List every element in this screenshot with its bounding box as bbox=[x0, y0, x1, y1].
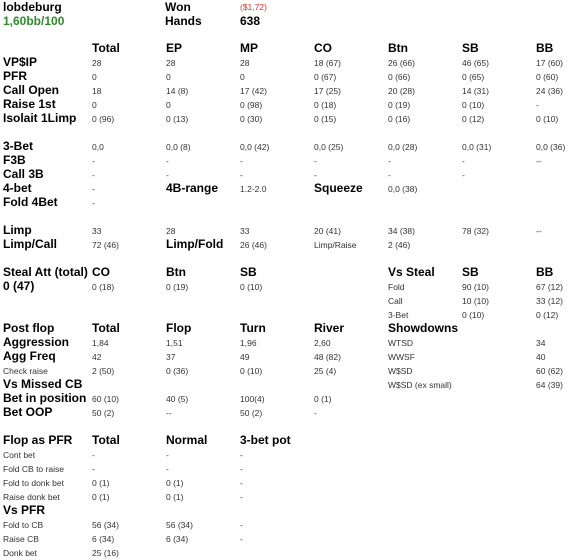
stat-value: 0 bbox=[240, 72, 245, 82]
stat-value: 60 (10) bbox=[92, 394, 119, 404]
row-label: Fold bbox=[388, 282, 405, 292]
row-label: Donk bet bbox=[3, 548, 38, 558]
hands-label: Hands bbox=[165, 14, 202, 28]
stat-value: 0 (60) bbox=[536, 72, 559, 82]
col-header: CO bbox=[314, 41, 332, 55]
stat-value: 0,0 (25) bbox=[314, 142, 344, 152]
stat-value: - bbox=[240, 520, 243, 530]
stat-value: 0 bbox=[166, 72, 171, 82]
col-header: 3-bet pot bbox=[240, 433, 291, 447]
stat-value: 0 (36) bbox=[166, 366, 189, 376]
stat-value: 0 (1) bbox=[166, 492, 184, 502]
stat-value: - bbox=[92, 170, 95, 180]
row-label: Limp bbox=[3, 223, 32, 237]
row-label: Check raise bbox=[3, 366, 48, 376]
stat-value: 0,0 (31) bbox=[462, 142, 492, 152]
stat-value: 33 bbox=[240, 226, 250, 236]
stat-value: - bbox=[240, 156, 243, 166]
stat-value: 33 bbox=[92, 226, 102, 236]
stat-value: 0 (18) bbox=[314, 100, 337, 110]
stat-value: 0,0 (42) bbox=[240, 142, 270, 152]
stat-value: - bbox=[462, 170, 465, 180]
row-label: Aggression bbox=[3, 335, 70, 349]
row-label: F3B bbox=[3, 153, 26, 167]
row-label: Bet in position bbox=[3, 391, 87, 405]
stat-value: 48 (82) bbox=[314, 352, 341, 362]
stat-value: 18 (67) bbox=[314, 58, 341, 68]
stat-value: 25 (4) bbox=[314, 366, 337, 376]
stat-value: 100(4) bbox=[240, 394, 265, 404]
stat-value: 28 bbox=[92, 58, 102, 68]
stat-value: 0 (18) bbox=[92, 282, 115, 292]
row-label: 4-bet bbox=[3, 181, 32, 195]
stat-value: 10 (10) bbox=[462, 296, 489, 306]
player-name: lobdeburg bbox=[3, 0, 62, 14]
stat-value: 0 (1) bbox=[166, 478, 184, 488]
stat-value: 0 (10) bbox=[536, 114, 559, 124]
stat-value: 50 (2) bbox=[92, 408, 115, 418]
col-header: Total bbox=[92, 41, 120, 55]
row-label: Raise 1st bbox=[3, 97, 56, 111]
col-header: EP bbox=[166, 41, 183, 55]
stat-value: 0 (12) bbox=[462, 114, 485, 124]
stat-value: 0 (13) bbox=[166, 114, 189, 124]
stat-value: 6 (34) bbox=[166, 534, 189, 544]
stat-value: 1.2-2.0 bbox=[240, 184, 267, 194]
stat-value: 42 bbox=[92, 352, 102, 362]
stat-value: - bbox=[92, 184, 95, 194]
stat-value: 0 (96) bbox=[92, 114, 115, 124]
stat-value: 0 (16) bbox=[388, 114, 411, 124]
stat-value: 0,0 (8) bbox=[166, 142, 191, 152]
col-header: Btn bbox=[166, 265, 186, 279]
stat-value: 72 (46) bbox=[92, 240, 119, 250]
row-label: W$SD (ex small) bbox=[388, 380, 452, 390]
vs-pfr-title: Vs PFR bbox=[3, 503, 46, 517]
vs-steal-title: Vs Steal bbox=[388, 265, 435, 279]
stat-value: 0 (10) bbox=[462, 100, 485, 110]
squeeze-label: Squeeze bbox=[314, 181, 363, 195]
col-header: BB bbox=[536, 41, 554, 55]
stat-value: 50 (2) bbox=[240, 408, 263, 418]
row-label: Call bbox=[388, 296, 403, 306]
stat-value: 1,96 bbox=[240, 338, 257, 348]
row-label: Agg Freq bbox=[3, 349, 56, 363]
stat-value: 0 bbox=[92, 100, 97, 110]
stat-value: 64 (39) bbox=[536, 380, 563, 390]
stat-value: 0 (66) bbox=[388, 72, 411, 82]
col-header: Total bbox=[92, 321, 120, 335]
stat-value: 1,51 bbox=[166, 338, 183, 348]
stat-value: 26 (66) bbox=[388, 58, 415, 68]
stat-value: 14 (31) bbox=[462, 86, 489, 96]
limp-raise-label: Limp/Raise bbox=[314, 240, 357, 250]
stat-value: - bbox=[240, 478, 243, 488]
row-label: Fold CB to raise bbox=[3, 464, 64, 474]
stat-value: - bbox=[314, 170, 317, 180]
stat-value: 40 bbox=[536, 352, 546, 362]
row-label: W$SD bbox=[388, 366, 413, 376]
row-label: Isolait 1Limp bbox=[3, 111, 77, 125]
stat-value: 0 (1) bbox=[92, 492, 110, 502]
stat-value: 0 bbox=[166, 100, 171, 110]
stat-value: 20 (41) bbox=[314, 226, 341, 236]
stat-value: 0,0 (36) bbox=[536, 142, 566, 152]
stat-value: 37 bbox=[166, 352, 176, 362]
col-header: Btn bbox=[388, 41, 408, 55]
row-label: VP$IP bbox=[3, 55, 38, 69]
stat-value: -- bbox=[536, 226, 542, 236]
stat-value: 0 (12) bbox=[536, 310, 559, 320]
col-header: River bbox=[314, 321, 345, 335]
row-label: WTSD bbox=[388, 338, 414, 348]
col-header: SB bbox=[462, 265, 479, 279]
steal-title: Steal Att (total) bbox=[3, 265, 88, 279]
col-header: CO bbox=[92, 265, 110, 279]
stat-value: 25 (16) bbox=[92, 548, 119, 558]
stat-value: - bbox=[462, 156, 465, 166]
stat-value: - bbox=[92, 198, 95, 208]
stat-value: - bbox=[388, 170, 391, 180]
stat-value: 49 bbox=[240, 352, 250, 362]
stat-value: -- bbox=[536, 156, 542, 166]
row-label: Fold 4Bet bbox=[3, 195, 58, 209]
row-label: Limp/Call bbox=[3, 237, 58, 251]
won-label: Won bbox=[165, 0, 191, 14]
stat-value: 0 (19) bbox=[166, 282, 189, 292]
row-label: PFR bbox=[3, 69, 27, 83]
stat-value: 28 bbox=[166, 58, 176, 68]
stat-value: 0 (10) bbox=[462, 310, 485, 320]
stat-value: 67 (12) bbox=[536, 282, 563, 292]
won-value: ($1,72) bbox=[240, 2, 267, 12]
stat-value: 28 bbox=[240, 58, 250, 68]
stat-value: 0 (10) bbox=[240, 366, 263, 376]
4b-range-label: 4B-range bbox=[166, 181, 219, 195]
limp-fold-label: Limp/Fold bbox=[166, 237, 224, 251]
stat-value: 0 (19) bbox=[388, 100, 411, 110]
stat-value: - bbox=[166, 450, 169, 460]
stat-value: 20 (28) bbox=[388, 86, 415, 96]
postflop-title: Post flop bbox=[3, 321, 55, 335]
stat-value: 60 (62) bbox=[536, 366, 563, 376]
col-header: Total bbox=[92, 433, 120, 447]
stat-value: 0 (67) bbox=[314, 72, 337, 82]
col-header: Turn bbox=[240, 321, 266, 335]
stat-value: 90 (10) bbox=[462, 282, 489, 292]
stat-value: - bbox=[92, 464, 95, 474]
stat-value: 0 (65) bbox=[462, 72, 485, 82]
stat-value: 2,60 bbox=[314, 338, 331, 348]
pfr-title: Flop as PFR bbox=[3, 433, 73, 447]
stat-value: 46 (65) bbox=[462, 58, 489, 68]
stat-value: 0 (98) bbox=[240, 100, 263, 110]
stat-value: - bbox=[314, 408, 317, 418]
row-label: Raise CB bbox=[3, 534, 39, 544]
hands-value: 638 bbox=[240, 14, 261, 28]
stat-value: 0,0 (38) bbox=[388, 184, 418, 194]
col-header: Normal bbox=[166, 433, 208, 447]
row-label: 3-Bet bbox=[3, 139, 34, 153]
stat-value: 0 (10) bbox=[240, 282, 263, 292]
stat-value: 1,84 bbox=[92, 338, 109, 348]
stat-value: - bbox=[240, 170, 243, 180]
winrate: 1,60bb/100 bbox=[3, 14, 65, 28]
stat-value: - bbox=[240, 464, 243, 474]
col-header: MP bbox=[240, 41, 258, 55]
missed-cb-title: Vs Missed CB bbox=[3, 377, 83, 391]
row-label: WWSF bbox=[388, 352, 415, 362]
stat-value: 26 (46) bbox=[240, 240, 267, 250]
stat-value: 34 (38) bbox=[388, 226, 415, 236]
stat-value: 0 (30) bbox=[240, 114, 263, 124]
stat-value: - bbox=[314, 156, 317, 166]
col-header: Flop bbox=[166, 321, 192, 335]
row-label: Call Open bbox=[3, 83, 60, 97]
row-label: Cont bet bbox=[3, 450, 36, 460]
stat-value: 0,0 (28) bbox=[388, 142, 418, 152]
stat-value: 28 bbox=[166, 226, 176, 236]
stat-value: 2 (46) bbox=[388, 240, 411, 250]
row-label: Bet OOP bbox=[3, 405, 53, 419]
stat-value: - bbox=[240, 492, 243, 502]
row-label: Call 3B bbox=[3, 167, 44, 181]
stat-value: - bbox=[166, 156, 169, 166]
stat-value: - bbox=[166, 170, 169, 180]
stat-value: 14 (8) bbox=[166, 86, 189, 96]
showdowns-title: Showdowns bbox=[388, 321, 458, 335]
row-label: 3-Bet bbox=[388, 310, 409, 320]
stat-value: 2 (50) bbox=[92, 366, 115, 376]
stat-value: - bbox=[536, 100, 539, 110]
stat-value: 0 (15) bbox=[314, 114, 337, 124]
row-label: Fold to donk bet bbox=[3, 478, 64, 488]
stat-value: 17 (60) bbox=[536, 58, 563, 68]
stat-value: 56 (34) bbox=[92, 520, 119, 530]
stat-value: 33 (12) bbox=[536, 296, 563, 306]
stat-value: - bbox=[240, 450, 243, 460]
stat-value: - bbox=[240, 534, 243, 544]
stat-value: 6 (34) bbox=[92, 534, 115, 544]
stat-value: 34 bbox=[536, 338, 546, 348]
stat-value: 17 (42) bbox=[240, 86, 267, 96]
col-header: SB bbox=[462, 41, 479, 55]
stat-value: - bbox=[92, 450, 95, 460]
stat-value: 0 bbox=[92, 72, 97, 82]
stat-value: 0,0 bbox=[92, 142, 104, 152]
stat-value: - bbox=[388, 156, 391, 166]
row-label: Raise donk bet bbox=[3, 492, 60, 502]
stat-value: 56 (34) bbox=[166, 520, 193, 530]
col-header: BB bbox=[536, 265, 554, 279]
stat-value: 0 (1) bbox=[92, 478, 110, 488]
stat-value: 17 (25) bbox=[314, 86, 341, 96]
stat-value: 18 bbox=[92, 86, 102, 96]
stat-value: -- bbox=[166, 408, 172, 418]
stat-value: - bbox=[92, 156, 95, 166]
row-label: Fold to CB bbox=[3, 520, 44, 530]
stat-value: 40 (5) bbox=[166, 394, 189, 404]
stat-value: 24 (36) bbox=[536, 86, 563, 96]
stat-value: 78 (32) bbox=[462, 226, 489, 236]
stat-value: - bbox=[166, 464, 169, 474]
col-header: SB bbox=[240, 265, 257, 279]
steal-total: 0 (47) bbox=[3, 279, 35, 293]
stat-value: 0 (1) bbox=[314, 394, 332, 404]
